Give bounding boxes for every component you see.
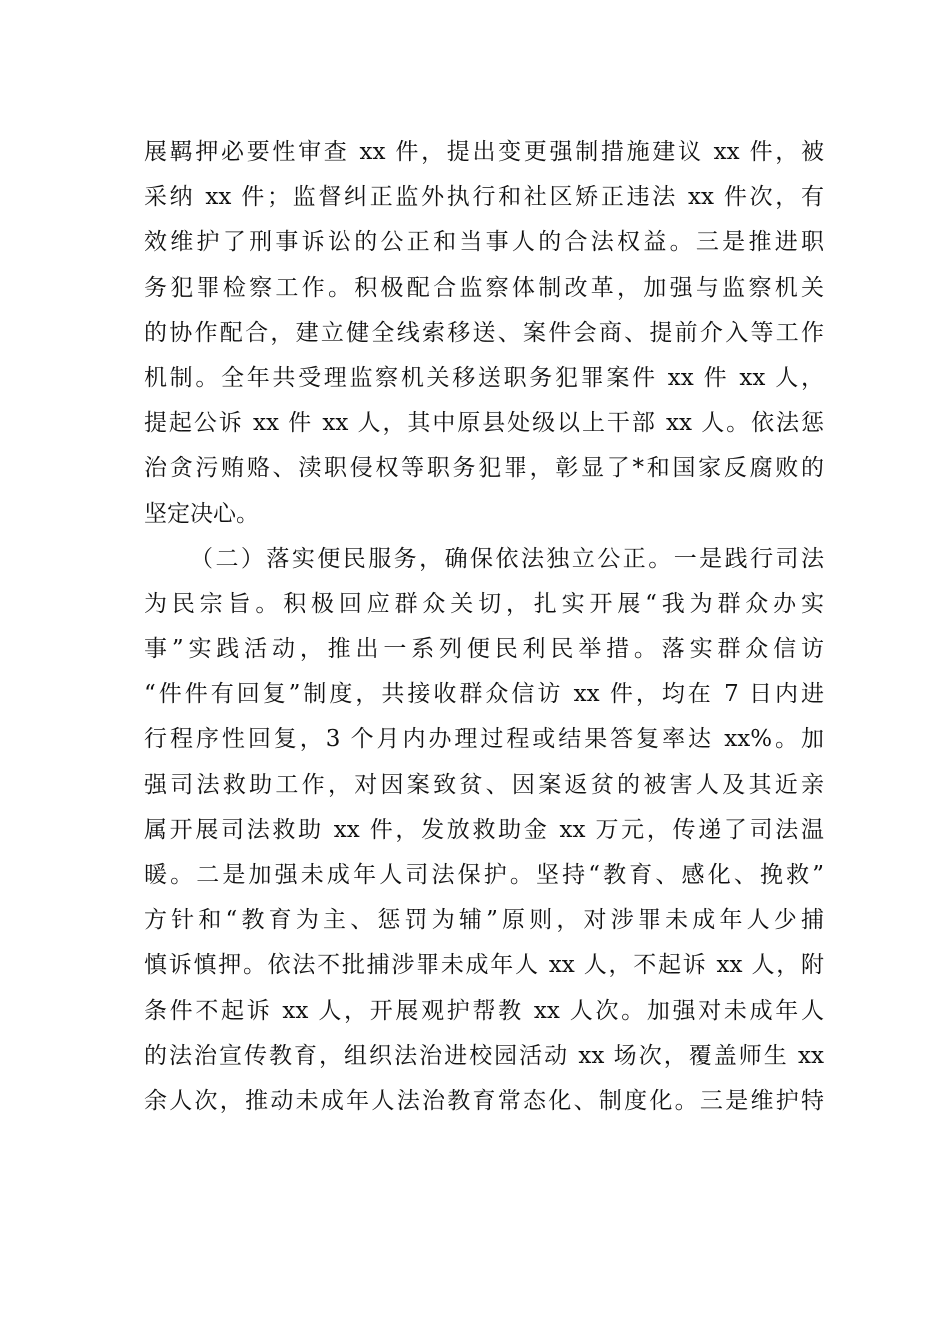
text-line: 条件不起诉 xx 人，开展观护帮教 xx 人次。加强对未成年人	[144, 997, 824, 1024]
text-line: 属开展司法救助 xx 件，发放救助金 xx 万元，传递了司法温	[144, 816, 824, 843]
text-line: 务犯罪检察工作。积极配合监察体制改革，加强与监察机关	[144, 274, 824, 301]
text-line: 的协作配合，建立健全线索移送、案件会商、提前介入等工作	[144, 319, 824, 346]
text-line: 行程序性回复，3 个月内办理过程或结果答复率达 xx%。加	[144, 726, 824, 753]
text-line: 治贪污贿赂、渎职侵权等职务犯罪，彰显了*和国家反腐败的	[144, 455, 824, 482]
body-text	[144, 130, 824, 1124]
text-line: 的法治宣传教育，组织法治进校园活动 xx 场次，覆盖师生 xx	[144, 1042, 824, 1069]
text-line: 为民宗旨。积极回应群众关切，扎实开展“我为群众办实	[144, 590, 824, 617]
text-line: “件件有回复”制度，共接收群众信访 xx 件，均在 7 日内进	[144, 681, 824, 708]
text-line: 暖。二是加强未成年人司法保护。坚持“教育、感化、挽救”	[144, 862, 824, 888]
text-line: 提起公诉 xx 件 xx 人，其中原县处级以上干部 xx 人。依法惩	[144, 410, 824, 437]
text-line: 展羁押必要性审查 xx 件，提出变更强制措施建议 xx 件，被	[144, 139, 824, 165]
text-line: 强司法救助工作，对因案致贫、因案返贫的被害人及其近亲	[144, 771, 824, 798]
text-line: 余人次，推动未成年人法治教育常态化、制度化。三是维护特	[144, 1087, 824, 1114]
text-line: 方针和“教育为主、惩罚为辅”原则，对涉罪未成年人少捕	[144, 907, 824, 934]
section-heading-line: （二）落实便民服务，确保依法独立公正。一是践行司法	[190, 545, 824, 572]
text-line: 采纳 xx 件；监督纠正监外执行和社区矫正违法 xx 件次，有	[144, 184, 824, 211]
text-line: 事”实践活动，推出一系列便民利民举措。落实群众信访	[144, 636, 824, 663]
text-line: 慎诉慎押。依法不批捕涉罪未成年人 xx 人，不起诉 xx 人，附	[144, 952, 824, 979]
text-line: 效维护了刑事诉讼的公正和当事人的合法权益。三是推进职	[144, 229, 824, 256]
text-line: 机制。全年共受理监察机关移送职务犯罪案件 xx 件 xx 人，	[144, 364, 824, 391]
text-line: 坚定决心。	[144, 500, 259, 527]
